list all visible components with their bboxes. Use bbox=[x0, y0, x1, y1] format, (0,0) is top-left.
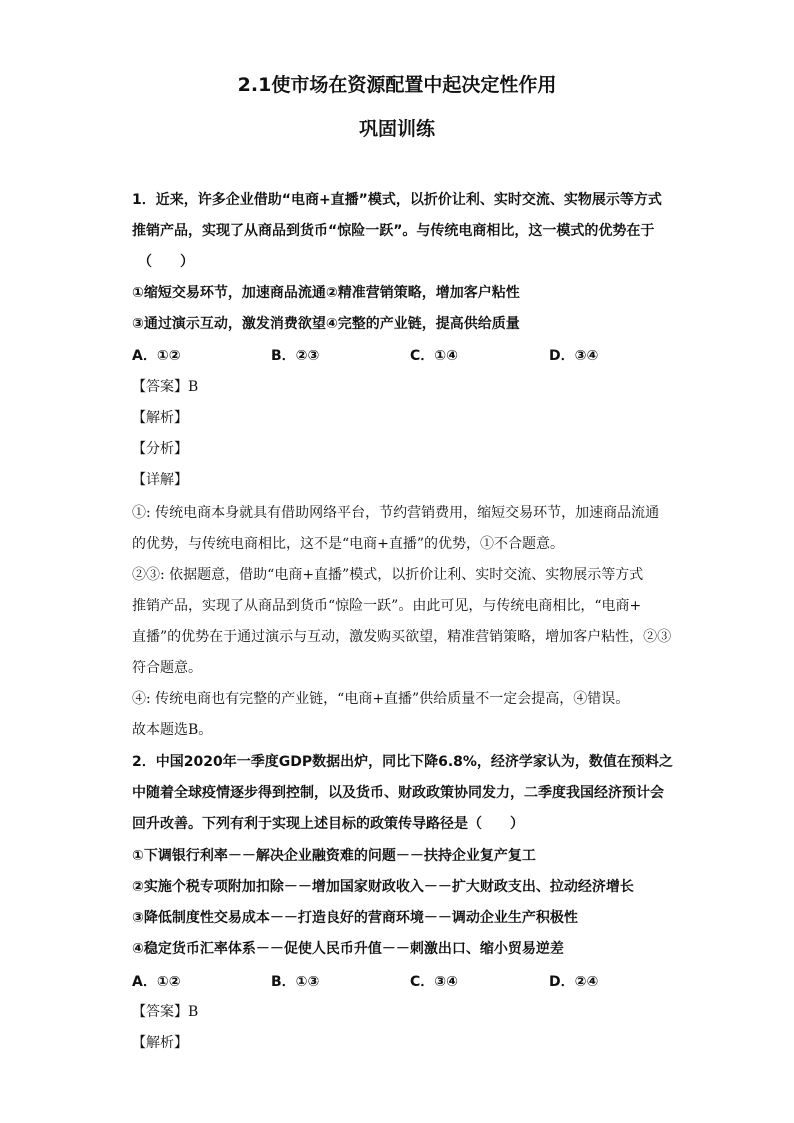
q1-analysis-heading: 【解析】 bbox=[132, 410, 188, 426]
q2-option-c: C．③④ bbox=[410, 974, 458, 990]
q1-answer: 【答案】B bbox=[132, 379, 199, 395]
q2-item-line-2: ②实施个税专项附加扣除－－增加国家财政收入－－扩大财政支出、拉动经济增长 bbox=[132, 879, 634, 895]
q2-answer: 【答案】B bbox=[132, 1004, 199, 1020]
q1-explanation-line: 推销产品，实现了从商品到货币“惊险一跃”。由此可见，与传统电商相比，“电商+ bbox=[132, 598, 642, 614]
q1-stem-line-2: 推销产品，实现了从商品到货币“惊险一跃”。与传统电商相比，这一模式的优势在于 bbox=[132, 223, 655, 239]
q2-analysis-heading: 【解析】 bbox=[132, 1035, 188, 1051]
q1-explanation-line: ①: 传统电商本身就具有借助网络平台，节约营销费用，缩短交易环节，加速商品流通 bbox=[132, 505, 660, 521]
page-subtitle: 巩固训练 bbox=[358, 118, 435, 140]
q1-xiangjie-heading: 【详解】 bbox=[132, 472, 188, 488]
q1-explanation-line: 直播”的优势在于通过演示与互动，激发购买欲望，精准营销策略，增加客户粘性，②③ bbox=[132, 629, 672, 645]
q1-item-line-1: ①缩短交易环节，加速商品流通②精准营销策略，增加客户粘性 bbox=[132, 285, 520, 301]
q2-option-b: B．①③ bbox=[271, 974, 320, 990]
q1-item-line-2: ③通过演示互动，激发消费欲望④完整的产业链，提高供给质量 bbox=[132, 316, 520, 332]
q1-fenxi-heading: 【分析】 bbox=[132, 441, 188, 457]
page-title: 2.1使市场在资源配置中起决定性作用 bbox=[237, 74, 557, 96]
q1-option-c: C．①④ bbox=[410, 348, 458, 364]
q2-stem-line-2: 中随着全球疫情逐步得到控制，以及货币、财政政策协同发力，二季度我国经济预计会 bbox=[132, 785, 664, 801]
q1-explanation-line: ④: 传统电商也有完整的产业链，“电商+直播”供给质量不一定会提高，④错误。 bbox=[132, 691, 630, 707]
q2-option-a: A．①② bbox=[132, 974, 181, 990]
q1-explanation-line: ②③: 依据题意，借助“电商+直播”模式，以折价让利、实时交流、实物展示等方式 bbox=[132, 567, 644, 583]
q2-item-line-1: ①下调银行利率－－解决企业融资难的问题－－扶持企业复产复工 bbox=[132, 848, 536, 864]
q1-option-d: D．③④ bbox=[549, 348, 599, 364]
q2-stem-line-1: 2．中国2020年一季度GDP数据出炉，同比下降6.8%，经济学家认为，数值在预料之 bbox=[132, 754, 673, 770]
q1-option-b: B．②③ bbox=[271, 348, 320, 364]
q2-item-line-4: ④稳定货币汇率体系－－促使人民币升值－－刺激出口、缩小贸易逆差 bbox=[132, 941, 564, 957]
q1-conclusion: 故本题选B。 bbox=[132, 722, 213, 738]
q2-item-line-3: ③降低制度性交易成本－－打造良好的营商环境－－调动企业生产积极性 bbox=[132, 910, 578, 926]
q2-stem-line-3: 回升改善。下列有利于实现上述目标的政策传导路径是（ ） bbox=[132, 816, 524, 832]
q1-stem-line-3: （ ） bbox=[138, 254, 194, 270]
q2-option-d: D．②④ bbox=[549, 974, 599, 990]
q1-stem-line-1: 1．近来，许多企业借助“电商+直播”模式，以折价让利、实时交流、实物展示等方式 bbox=[132, 192, 662, 208]
q1-explanation-line: 符合题意。 bbox=[132, 660, 202, 676]
q1-explanation-line: 的优势，与传统电商相比，这不是“电商+直播”的优势，①不合题意。 bbox=[132, 536, 565, 552]
q1-option-a: A．①② bbox=[132, 348, 181, 364]
